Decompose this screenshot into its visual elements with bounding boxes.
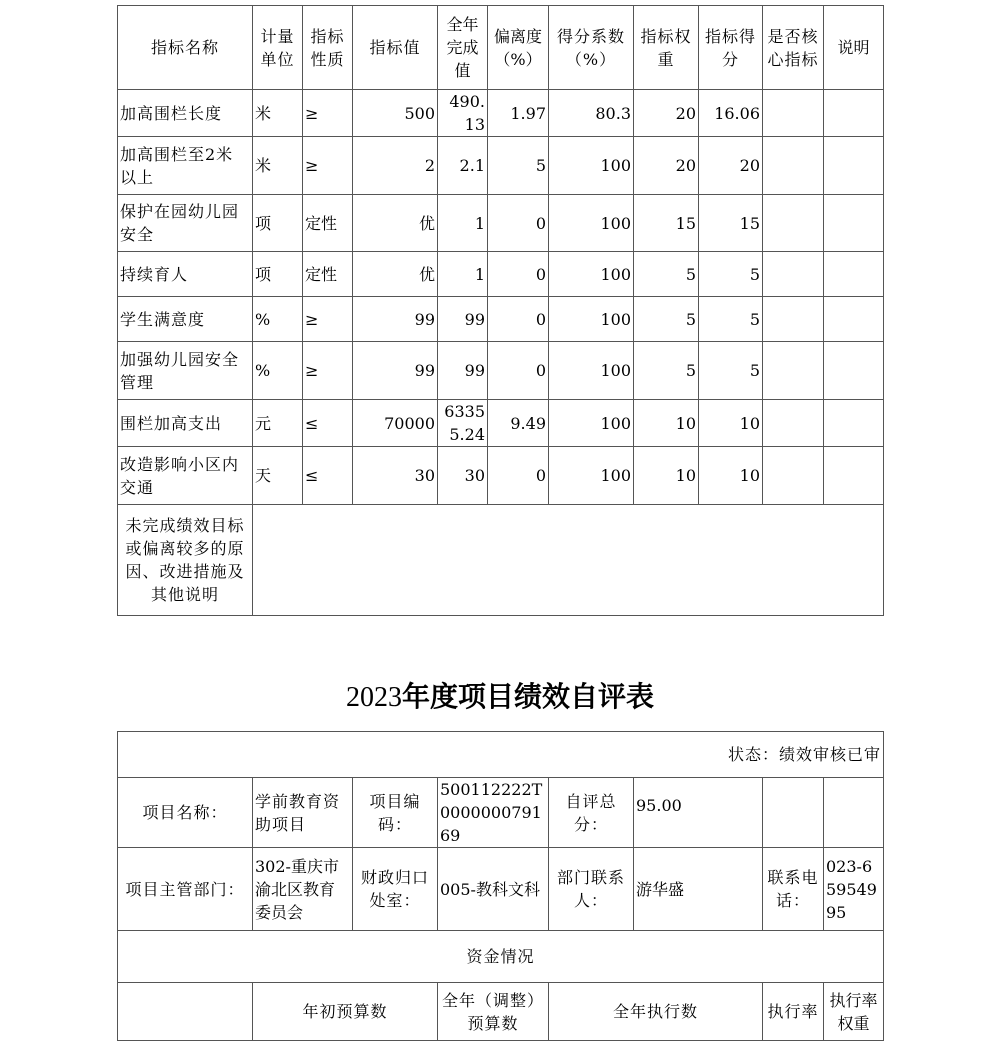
indicator-target: 2 (353, 137, 438, 195)
indicator-core (763, 342, 824, 400)
indicator-note (824, 90, 884, 137)
indicator-unit: 元 (253, 400, 303, 447)
indicator-nature: ≥ (303, 297, 353, 342)
indicator-core (763, 252, 824, 297)
indicator-weight: 15 (634, 195, 699, 252)
empty-cell (824, 778, 884, 848)
indicator-nature: ≥ (303, 90, 353, 137)
indicator-score: 20 (699, 137, 763, 195)
indicator-deviation: 0 (488, 342, 549, 400)
indicator-unit: 项 (253, 195, 303, 252)
indicator-target: 优 (353, 195, 438, 252)
indicator-weight: 5 (634, 297, 699, 342)
project-code-label: 项目编码： (353, 778, 438, 848)
finance-value: 005-教科文科 (438, 848, 549, 931)
remarks-row (118, 505, 884, 616)
indicator-weight: 5 (634, 342, 699, 400)
indicator-header-row (118, 6, 884, 90)
indicator-coefficient: 100 (549, 137, 634, 195)
phone-label: 联系电话： (763, 848, 824, 931)
remarks-label: 未完成绩效目标或偏离较多的原因、改进措施及其他说明 (118, 505, 253, 616)
funds-header-exec-rate: 执行率 (763, 983, 824, 1041)
self-score-value: 95.00 (634, 778, 763, 848)
empty-cell (118, 983, 253, 1041)
table-row (118, 90, 884, 137)
indicator-actual: 99 (438, 342, 488, 400)
status-text: 状态：绩效审核已审 (118, 732, 884, 778)
header-deviation: 偏离度（%） (488, 6, 549, 90)
funds-header-initial-budget: 年初预算数 (253, 983, 438, 1041)
indicator-note (824, 137, 884, 195)
indicator-nature: ≤ (303, 400, 353, 447)
indicator-unit: % (253, 297, 303, 342)
indicator-name: 改造影响小区内交通 (118, 447, 253, 505)
funds-header-row (118, 983, 884, 1041)
table-row (118, 195, 884, 252)
indicator-deviation: 0 (488, 252, 549, 297)
indicator-unit: 米 (253, 137, 303, 195)
funds-header-exec-weight: 执行率权重 (824, 983, 884, 1041)
indicator-weight: 5 (634, 252, 699, 297)
header-note: 说明 (824, 6, 884, 90)
self-score-label: 自评总分： (549, 778, 634, 848)
indicator-note (824, 195, 884, 252)
funds-header-executed: 全年执行数 (549, 983, 763, 1041)
indicator-actual: 1 (438, 195, 488, 252)
indicator-core (763, 195, 824, 252)
indicator-actual: 99 (438, 297, 488, 342)
indicator-actual: 490.13 (438, 90, 488, 137)
indicator-nature: 定性 (303, 195, 353, 252)
indicator-deviation: 5 (488, 137, 549, 195)
project-row (118, 778, 884, 848)
indicator-unit: % (253, 342, 303, 400)
indicator-target: 70000 (353, 400, 438, 447)
indicator-weight: 10 (634, 447, 699, 505)
project-code-value: 500112222T000000079169 (438, 778, 549, 848)
indicator-coefficient: 100 (549, 447, 634, 505)
dept-value: 302-重庆市渝北区教育委员会 (253, 848, 353, 931)
indicator-deviation: 1.97 (488, 90, 549, 137)
form-title (0, 677, 1000, 718)
funds-label: 资金情况 (118, 931, 884, 983)
header-nature: 指标性质 (303, 6, 353, 90)
indicator-coefficient: 80.3 (549, 90, 634, 137)
header-score: 指标得分 (699, 6, 763, 90)
indicator-core (763, 297, 824, 342)
indicator-name: 加强幼儿园安全管理 (118, 342, 253, 400)
table-row (118, 252, 884, 297)
header-target: 指标值 (353, 6, 438, 90)
header-weight: 指标权重 (634, 6, 699, 90)
indicator-table (117, 5, 884, 616)
indicator-nature: ≤ (303, 447, 353, 505)
indicator-deviation: 0 (488, 447, 549, 505)
indicator-name: 持续育人 (118, 252, 253, 297)
indicator-target: 30 (353, 447, 438, 505)
evaluation-form-table (117, 731, 884, 1041)
indicator-core (763, 90, 824, 137)
table-row (118, 400, 884, 447)
indicator-score: 10 (699, 447, 763, 505)
project-name-value: 学前教育资助项目 (253, 778, 353, 848)
indicator-note (824, 297, 884, 342)
indicator-name: 加高围栏至2米以上 (118, 137, 253, 195)
table-row (118, 297, 884, 342)
indicator-deviation: 9.49 (488, 400, 549, 447)
indicator-weight: 10 (634, 400, 699, 447)
table-row (118, 137, 884, 195)
form-title-year: 2023 (345, 682, 402, 713)
indicator-weight: 20 (634, 90, 699, 137)
indicator-weight: 20 (634, 137, 699, 195)
indicator-target: 99 (353, 297, 438, 342)
indicator-score: 16.06 (699, 90, 763, 137)
dept-label: 项目主管部门： (118, 848, 253, 931)
remarks-value (253, 505, 884, 616)
table-row (118, 342, 884, 400)
indicator-nature: ≥ (303, 342, 353, 400)
indicator-actual: 1 (438, 252, 488, 297)
project-name-label: 项目名称： (118, 778, 253, 848)
header-indicator-name: 指标名称 (118, 6, 253, 90)
indicator-note (824, 447, 884, 505)
indicator-name: 学生满意度 (118, 297, 253, 342)
indicator-actual: 30 (438, 447, 488, 505)
indicator-score: 15 (699, 195, 763, 252)
indicator-note (824, 342, 884, 400)
contact-value: 游华盛 (634, 848, 763, 931)
indicator-name: 保护在园幼儿园安全 (118, 195, 253, 252)
indicator-coefficient: 100 (549, 195, 634, 252)
form-title-text: 年度项目绩效自评表 (401, 680, 654, 713)
contact-label: 部门联系人： (549, 848, 634, 931)
indicator-nature: ≥ (303, 137, 353, 195)
status-row (118, 732, 884, 778)
indicator-name: 围栏加高支出 (118, 400, 253, 447)
indicator-coefficient: 100 (549, 400, 634, 447)
phone-value: 023-65954995 (824, 848, 884, 931)
indicator-core (763, 137, 824, 195)
header-actual: 全年完成值 (438, 6, 488, 90)
indicator-deviation: 0 (488, 195, 549, 252)
indicator-note (824, 400, 884, 447)
funds-header-adjusted-budget: 全年（调整）预算数 (438, 983, 549, 1041)
indicator-score: 5 (699, 252, 763, 297)
indicator-nature: 定性 (303, 252, 353, 297)
empty-cell (763, 778, 824, 848)
indicator-name: 加高围栏长度 (118, 90, 253, 137)
indicator-actual: 63355.24 (438, 400, 488, 447)
indicator-unit: 天 (253, 447, 303, 505)
indicator-coefficient: 100 (549, 297, 634, 342)
indicator-core (763, 400, 824, 447)
indicator-actual: 2.1 (438, 137, 488, 195)
indicator-deviation: 0 (488, 297, 549, 342)
header-core: 是否核心指标 (763, 6, 824, 90)
finance-label: 财政归口处室： (353, 848, 438, 931)
indicator-score: 5 (699, 342, 763, 400)
indicator-score: 10 (699, 400, 763, 447)
indicator-target: 500 (353, 90, 438, 137)
department-row (118, 848, 884, 931)
header-unit: 计量单位 (253, 6, 303, 90)
indicator-coefficient: 100 (549, 342, 634, 400)
indicator-coefficient: 100 (549, 252, 634, 297)
indicator-unit: 项 (253, 252, 303, 297)
indicator-score: 5 (699, 297, 763, 342)
funds-title-row (118, 931, 884, 983)
indicator-unit: 米 (253, 90, 303, 137)
indicator-core (763, 447, 824, 505)
header-coefficient: 得分系数（%） (549, 6, 634, 90)
indicator-note (824, 252, 884, 297)
table-row (118, 447, 884, 505)
indicator-target: 99 (353, 342, 438, 400)
indicator-target: 优 (353, 252, 438, 297)
